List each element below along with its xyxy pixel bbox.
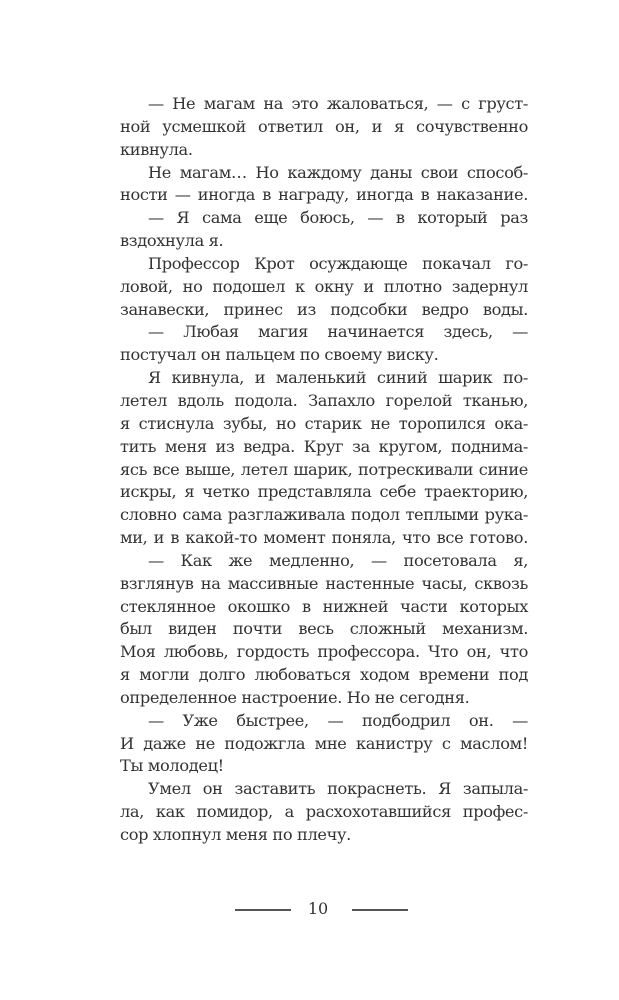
text-line: я могли долго любоваться ходом времени под [120,665,528,685]
text-line: летел вдоль подола. Запахло горелой тканью, [120,390,528,410]
text-line: ности — иногда в награду, иногда в наказание. [120,185,528,205]
text-line: словно сама разглаживала подол теплыми рука- [120,505,528,525]
footer-rule-left [235,909,291,911]
text-line: Профессор Крот осуждающе покачал го- [148,253,528,273]
page-number: 10 [307,899,329,918]
text-line: тить меня из ведра. Круг за кругом, поднима- [120,436,528,456]
text-line: сор хлопнул меня по плечу. [120,825,351,844]
text-line: Ты молодец! [120,756,224,776]
body-text [120,93,528,847]
text-line: ла, как помидор, а расхохотавшийся профес- [120,802,528,822]
text-line: — Как же медленно, — посетовала я, [148,550,528,570]
text-line: Моя любовь, гордость профессора. Что он, что [120,642,528,662]
text-line: Не магам… Но каждому даны свои способ- [148,162,528,182]
text-line: ной усмешкой ответил он, и я сочувственно [120,116,528,136]
text-line: И даже не подожгла мне канистру с маслом! [120,733,528,753]
text-line: стеклянное окошко в нижней части которых [120,596,528,616]
text-line: ясь все выше, летел шарик, потрескивали синие [120,459,528,479]
text-line: ловой, но подошел к окну и плотно задернул [120,276,528,296]
text-line: я стиснула зубы, но старик не торопился ока- [120,413,528,433]
text-line: занавески, принес из подсобки ведро воды. [120,299,528,319]
text-line: ми, и в какой-то момент поняла, что все готово. [120,528,528,548]
text-line: — Не магам на это жаловаться, — с груст- [148,94,528,113]
text-line: постучал он пальцем по своему виску. [120,345,439,365]
text-line: Умел он заставить покраснеть. Я запыла- [148,779,528,799]
text-line: Я кивнула, и маленький синий шарик по- [148,368,528,388]
text-line: искры, я четко представляла себе траекторию, [120,482,528,502]
text-line: определенное настроение. Но не сегодня. [120,687,470,707]
text-line: взглянув на массивные настенные часы, сквозь [120,573,528,593]
text-line: кивнула. [120,139,193,159]
text-line: вздохнула я. [120,231,224,251]
footer-rule-right [352,909,408,911]
text-line: — Любая магия начинается здесь, — [148,322,528,342]
page-footer [0,898,619,920]
text-line: — Я сама еще боюсь, — в который раз [148,208,528,228]
text-line: был виден почти весь сложный механизм. [120,619,528,639]
text-line: — Уже быстрее, — подбодрил он. — [148,710,528,730]
